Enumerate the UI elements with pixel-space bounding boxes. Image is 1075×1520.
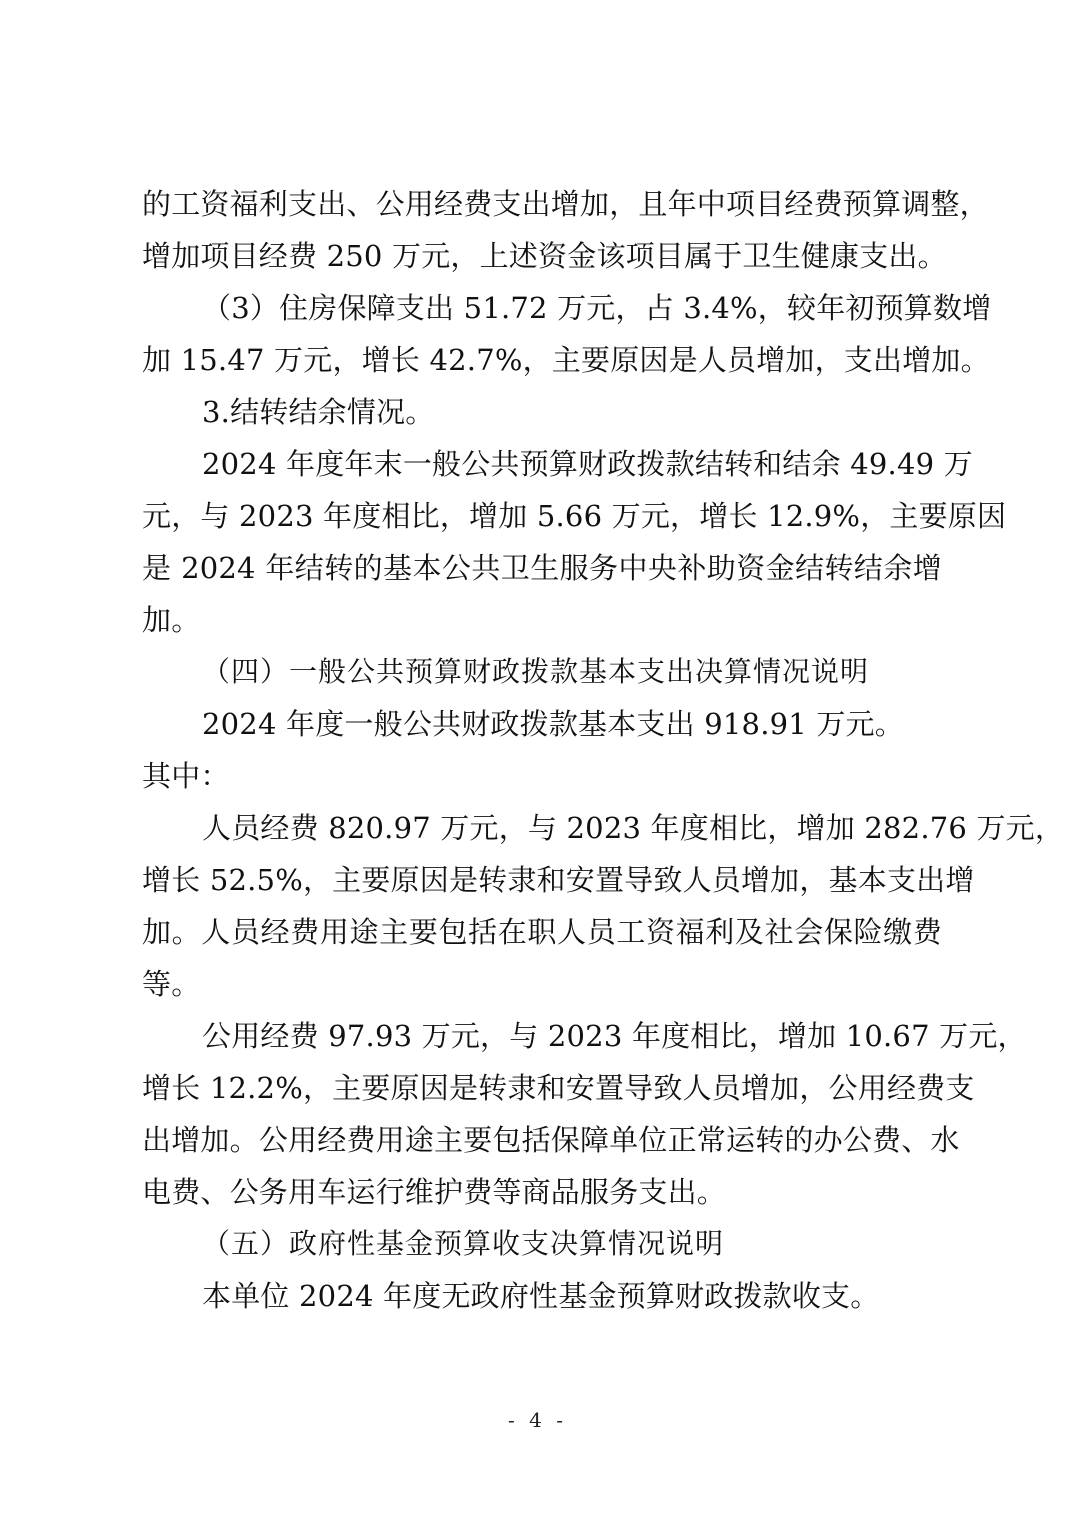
- paragraph-start-line: 2024 年度一般公共财政拨款基本支出 918.91 万元。: [202, 707, 904, 741]
- paragraph-start-line: 人员经费 820.97 万元，与 2023 年度相比，增加 282.76 万元，: [202, 811, 1065, 845]
- subsection-label: 3.结转结余情况。: [202, 395, 435, 429]
- section-heading: （四）一般公共预算财政拨款基本支出决算情况说明: [202, 655, 870, 688]
- paragraph-start-line: 本单位 2024 年度无政府性基金预算财政拨款收支。: [202, 1279, 880, 1313]
- paragraph-start-line: 2024 年度年末一般公共预算财政拨款结转和结余 49.49 万: [202, 447, 973, 481]
- document-body: [142, 178, 1065, 1322]
- body-line: 的工资福利支出、公用经费支出增加，且年中项目经费预算调整，: [142, 187, 989, 221]
- body-line: 电费、公务用车运行维护费等商品服务支出。: [142, 1175, 727, 1209]
- body-line: 其中：: [142, 759, 230, 793]
- section-heading: （五）政府性基金预算收支决算情况说明: [202, 1227, 725, 1260]
- body-line: 加。: [142, 603, 201, 637]
- body-line: 是 2024 年结转的基本公共卫生服务中央补助资金结转结余增: [142, 551, 942, 585]
- paragraph-start-line: 公用经费 97.93 万元，与 2023 年度相比，增加 10.67 万元，: [202, 1019, 1027, 1053]
- body-line: 出增加。公用经费用途主要包括保障单位正常运转的办公费、水: [142, 1123, 960, 1157]
- body-line: 加 15.47 万元，增长 42.7%，主要原因是人员增加，支出增加。: [142, 343, 990, 377]
- body-line: 等。: [142, 967, 201, 1001]
- body-line: 增加项目经费 250 万元，上述资金该项目属于卫生健康支出。: [142, 239, 947, 273]
- body-line: 元，与 2023 年度相比，增加 5.66 万元，增长 12.9%，主要原因: [142, 499, 1007, 533]
- body-line: 增长 52.5%，主要原因是转隶和安置导致人员增加，基本支出增: [142, 863, 975, 897]
- page-number: - 4 -: [508, 1408, 567, 1432]
- body-line: 增长 12.2%，主要原因是转隶和安置导致人员增加，公用经费支: [142, 1071, 975, 1105]
- paragraph-start-line: （3）住房保障支出 51.72 万元，占 3.4%，较年初预算数增: [202, 291, 992, 325]
- body-line: 加。人员经费用途主要包括在职人员工资福利及社会保险缴费: [142, 915, 942, 949]
